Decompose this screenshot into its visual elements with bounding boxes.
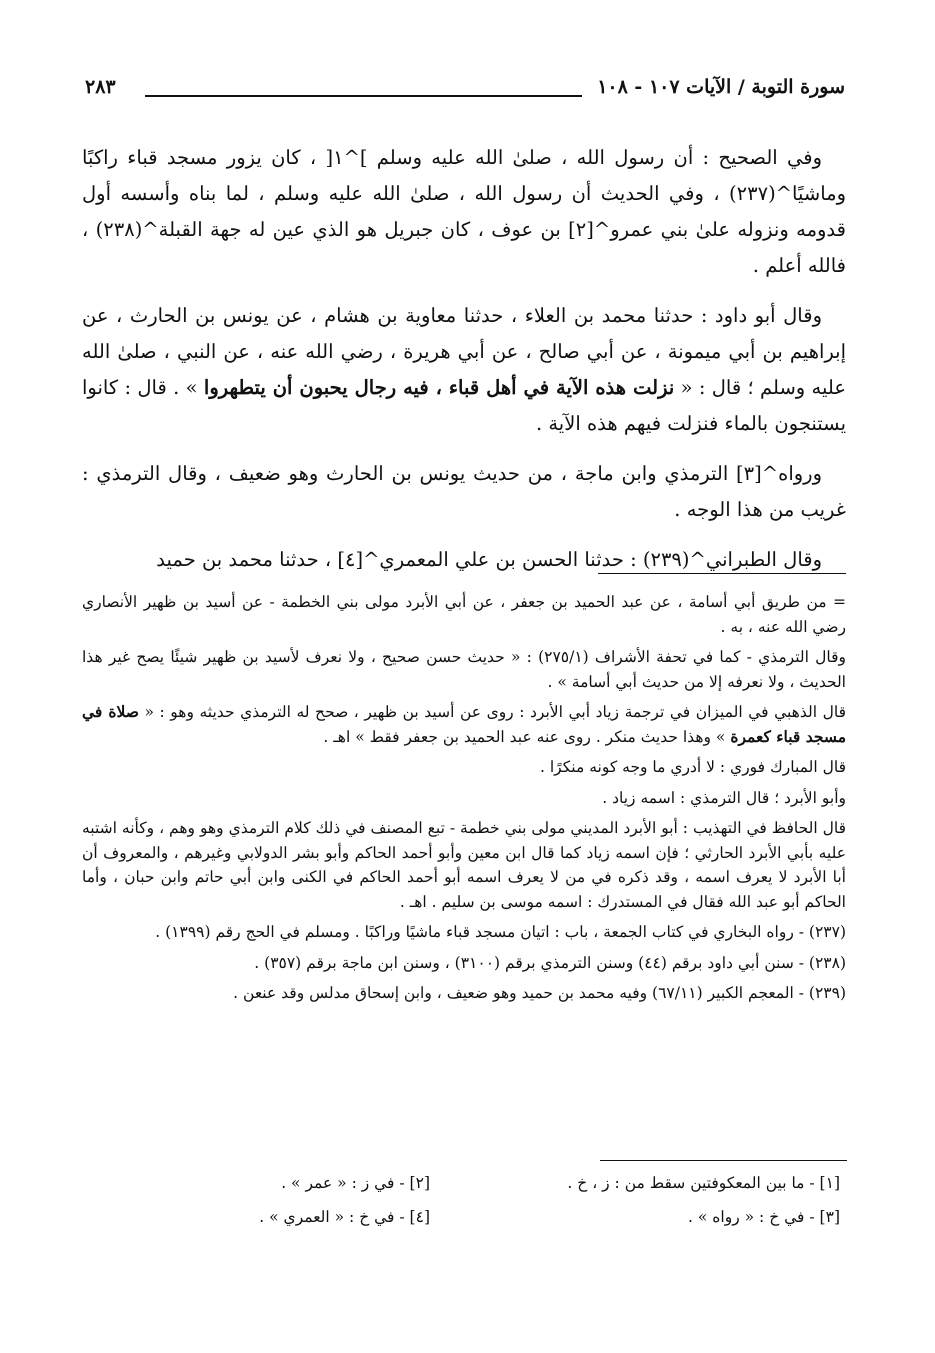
footnote-dhahabi-hadith: صلاة في مسجد قباء كعمرة — [82, 702, 846, 746]
textual-note-4: [٤] - في خ : « العمري » . — [259, 1208, 430, 1226]
footnote-mubarakfuri: قال المبارك فوري : لا أدري ما وجه كونه منكرًا . — [540, 758, 846, 776]
textual-note-2: [٢] - في ز : « عمر » . — [281, 1174, 430, 1192]
footnote-separator — [598, 573, 846, 574]
paragraph-abu-dawud — [82, 298, 846, 442]
main-text — [82, 140, 846, 578]
footnote-tirmidhi: وقال الترمذي - كما في تحفة الأشراف (٢٧٥/١) : « حديث حسن صحيح ، ولا نعرف لأسيد بن ظهير شيئًا يصح غير هذا الحديث ، ولا نعرفه إلا من حديث أبي أسامة » . — [82, 648, 847, 691]
footnote-238: (٢٣٨) - سنن أبي داود برقم (٤٤) وسنن الترمذي برقم (٣١٠٠) ، وسنن ابن ماجة برقم (٣٥٧) . — [254, 953, 846, 972]
textual-notes-separator — [600, 1160, 847, 1161]
footnote-abu-al-abrad: وأبو الأبرد ؛ قال الترمذي : اسمه زياد . — [602, 788, 846, 807]
footnote-dhahabi-c: » وهذا حديث منكر . روى عنه عبد الحميد بن جعفر فقط » اهـ . — [323, 727, 726, 746]
running-title: سورة التوبة / الآيات ١٠٧ - ١٠٨ — [597, 76, 845, 98]
footnote-dhahabi-a: قال الذهبي في الميزان في ترجمة زياد أبي الأبرد : روى عن أسيد بن ظهير ، صحح له الترمذي حديثه وهو : « — [144, 703, 846, 721]
footnote-237: (٢٣٧) - رواه البخاري في كتاب الجمعة ، باب : اتيان مسجد قباء ماشيًا وراكبًا . ومسلم في الحج رقم (١٣٩٩) . — [155, 923, 846, 941]
paragraph-abu-dawud-end: » . قال : كانوا يستنجون بالماء فنزلت فيهم هذه الآية . — [82, 376, 846, 435]
footnote-continuation: = من طريق أبي أسامة ، عن عبد الحميد بن جعفر ، عن أبي الأبرد مولى بني الخطمة - عن أسيد بن ظهير الأنصاري رضي الله عنه ، به . — [82, 593, 846, 636]
paragraph-abu-dawud-isnad: وقال أبو داود : حدثنا محمد بن العلاء ، حدثنا معاوية بن هشام ، عن يونس بن الحارث ، عن إبراهيم بن أبي ميمونة ، عن أبي صالح ، عن أبي هريرة ، رضي الله عنه ، عن النبي ، صلىٰ الله عليه وسلم ؛ قال : « — [82, 304, 846, 399]
running-header — [85, 76, 845, 110]
paragraph-tirmidhi: ورواه^[٣] الترمذي وابن ماجة ، من حديث يونس بن الحارث وهو ضعيف ، وقال الترمذي : غريب من هذا الوجه . — [82, 462, 846, 521]
textual-note-1: [١] - ما بين المعكوفتين سقط من : ز ، خ . — [567, 1174, 840, 1192]
paragraph-sahih: وفي الصحيح : أن رسول الله ، صلىٰ الله عليه وسلم ]^١[ ، كان يزور مسجد قباء راكبًا وماشيًا^(٢٣٧) ، وفي الحديث أن رسول الله ، صلىٰ الله عليه وسلم ، لما بناه وأسسه أول قدومه ونزوله علىٰ بني عمرو^[٢] بن عوف ، كان جبريل هو الذي عين له جهة القبلة^(٢٣٨) ، فالله أعلم . — [82, 146, 846, 277]
textual-note-3: [٣] - في خ : « رواه » . — [688, 1208, 840, 1226]
paragraph-tabarani: وقال الطبراني^(٢٣٩) : حدثنا الحسن بن علي المعمري^[٤] ، حدثنا محمد بن حميد — [156, 548, 822, 571]
footnote-239: (٢٣٩) - المعجم الكبير (٦٧/١١) وفيه محمد بن حميد وهو ضعيف ، وابن إسحاق مدلس وقد عنعن . — [233, 984, 846, 1002]
footnote-hafiz: قال الحافظ في التهذيب : أبو الأبرد المديني مولى بني خطمة - تبع المصنف في ذلك كلام الترمذي وهو وهم ، وكأنه اشتبه عليه بأبي الأبرد الحارثي ؛ فإن اسمه زياد كما قال ابن معين وأبو أحمد الحاكم وأبو بشر الدولابي وغيرهم ، والمعروف أن أبا الأبرد لا يعرف اسمه ، وقد ذكره في من لا يعرف اسمه أبو أحمد الحاكم في الكنى وابن أبي حاتم وابن حبان ، وأما الحاكم أبو عبد الله فقال في المستدرك : اسمه موسى بن سليم . اهـ . — [82, 819, 846, 911]
footnotes — [82, 590, 846, 1012]
page-number: ٢٨٣ — [85, 76, 116, 98]
hadith-text: نزلت هذه الآية في أهل قباء ، فيه رجال يحبون أن يتطهروا — [203, 376, 675, 399]
header-rule — [145, 95, 582, 97]
footnote-dhahabi — [82, 700, 846, 749]
